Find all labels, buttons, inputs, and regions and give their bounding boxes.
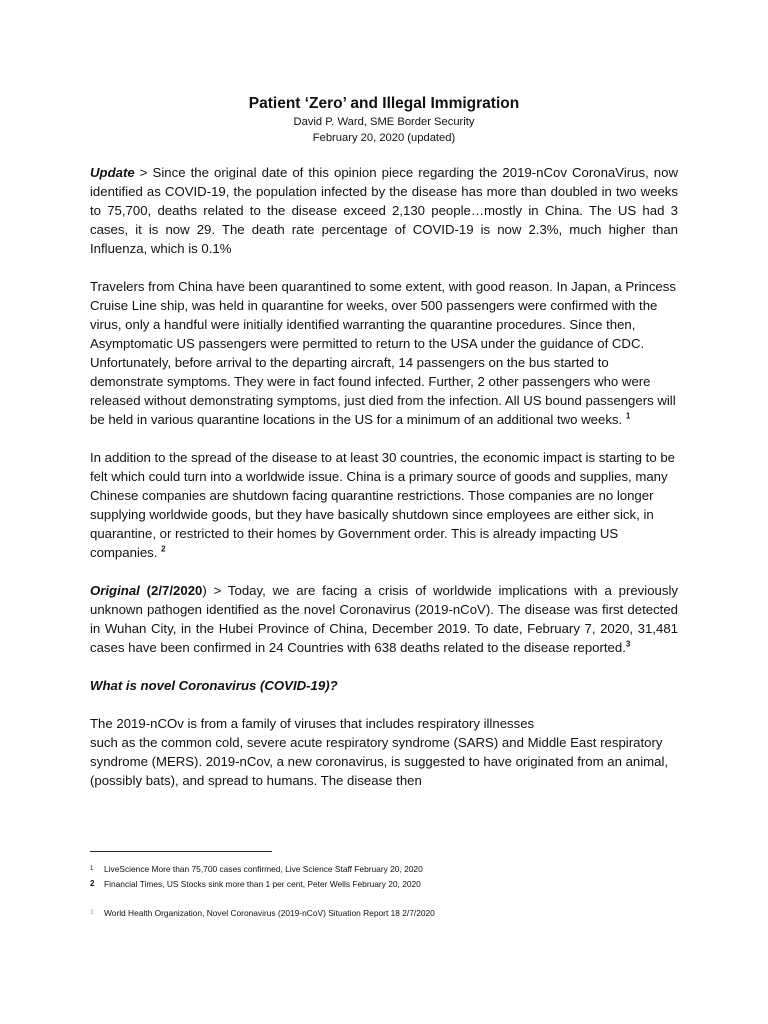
footnote-mark-1: 1 [90, 866, 94, 872]
footnote-3 [90, 907, 435, 919]
travelers-text: Travelers from China have been quarantined to some extent, with good reason. In Japan, a Princess Cruise Line ship, was held in quarantine for weeks, over 500 passengers were confirmed with the virus, only a handful were initially identified warranting the quarantine procedures. Since then, Asymptomatic US passengers were permitted to return to the USA under the guidance of CDC. Unfortunately, before arrival to the departing aircraft, 14 passengers on the bus started to demonstrate symptoms. They were in fact found infected. Further, 2 other passengers who were released without demonstrating symptoms, just died from the infection. All US bound passengers will be held in various quarantine locations in the US for a minimum of an additional two weeks. [90, 279, 676, 427]
economic-text: In addition to the spread of the disease to at least 30 countries, the economic impact is starting to be felt which could turn into a worldwide issue. China is a primary source of goods and supplies, many Chinese companies are shutdown facing quarantine restrictions. Those companies are no longer supplying worldwide goods, but they have basically shutdown since employees are either sick, in quarantine, or restricted to their homes by Government order. This is already impacting US companies. [90, 450, 675, 560]
update-label: Update [90, 165, 135, 180]
original-date: 2/7/2020 [151, 583, 203, 598]
what-paragraph [90, 714, 678, 790]
footnote-ref-2[interactable]: 2 [161, 544, 166, 554]
update-text: > Since the original date of this opinion piece regarding the 2019-nCov CoronaVirus, now identified as COVID-19, the population infected by the disease has more than doubled in two weeks to 75,700, deaths related to the disease exceed 2,130 people…mostly in China. The US had 3 cases, it is now 29. The death rate percentage of COVID-19 is now 2.3%, much higher than Influenza, which is 0.1% [90, 165, 678, 256]
footnote-1 [90, 863, 423, 875]
footnote-ref-3[interactable]: 3 [625, 639, 631, 649]
footnote-ref-1[interactable]: 1 [625, 411, 631, 421]
footnote-mark-3: 3 [90, 910, 94, 916]
original-paragraph [90, 581, 678, 657]
document-date: February 20, 2020 (updated) [312, 132, 456, 144]
original-text: ) > Today, we are facing a crisis of worldwide implications with a previously unknown pathogen identified as the novel Coronavirus (2019-nCoV). The disease was first detected in Wuhan City, in the Hubei Province of China, December 2019. To date, February 7, 2020, 31,481 cases have been confirmed in 24 Countries with 638 deaths related to the disease reported. [90, 583, 678, 655]
original-label: Original [90, 583, 140, 598]
document-title: Patient ‘Zero’ and Illegal Immigration [248, 95, 520, 112]
footnote-text-3: World Health Organization, Novel Coronavirus (2019-nCoV) Situation Report 18 2/7/2020 [104, 908, 435, 918]
document-body [90, 163, 678, 809]
what-line-1: The 2019-nCOv is from a family of viruses that includes respiratory illnesses [90, 716, 535, 731]
travelers-paragraph [90, 277, 678, 429]
author-byline: David P. Ward, SME Border Security [293, 116, 475, 128]
footnote-text-1: LiveScience More than 75,700 cases confirmed, Live Science Staff February 20, 2020 [104, 864, 423, 874]
footnote-text-2: Financial Times, US Stocks sink more than 1 per cent, Peter Wells February 20, 2020 [104, 879, 421, 889]
update-paragraph [90, 163, 678, 258]
economic-paragraph [90, 448, 678, 562]
section-heading: What is novel Coronavirus (COVID-19)? [90, 678, 338, 693]
what-text: such as the common cold, severe acute respiratory syndrome (SARS) and Middle East respiratory syndrome (MERS). 2019-nCov, a new coronavirus, is suggested to have originated from an animal, (possibly bats), and spread to humans. The disease then [90, 735, 669, 788]
original-date-open: ( [139, 583, 152, 598]
footnote-2 [90, 878, 421, 890]
footnote-separator [90, 851, 272, 852]
footnote-mark-2: 2 [90, 879, 95, 888]
document-header [0, 94, 768, 146]
